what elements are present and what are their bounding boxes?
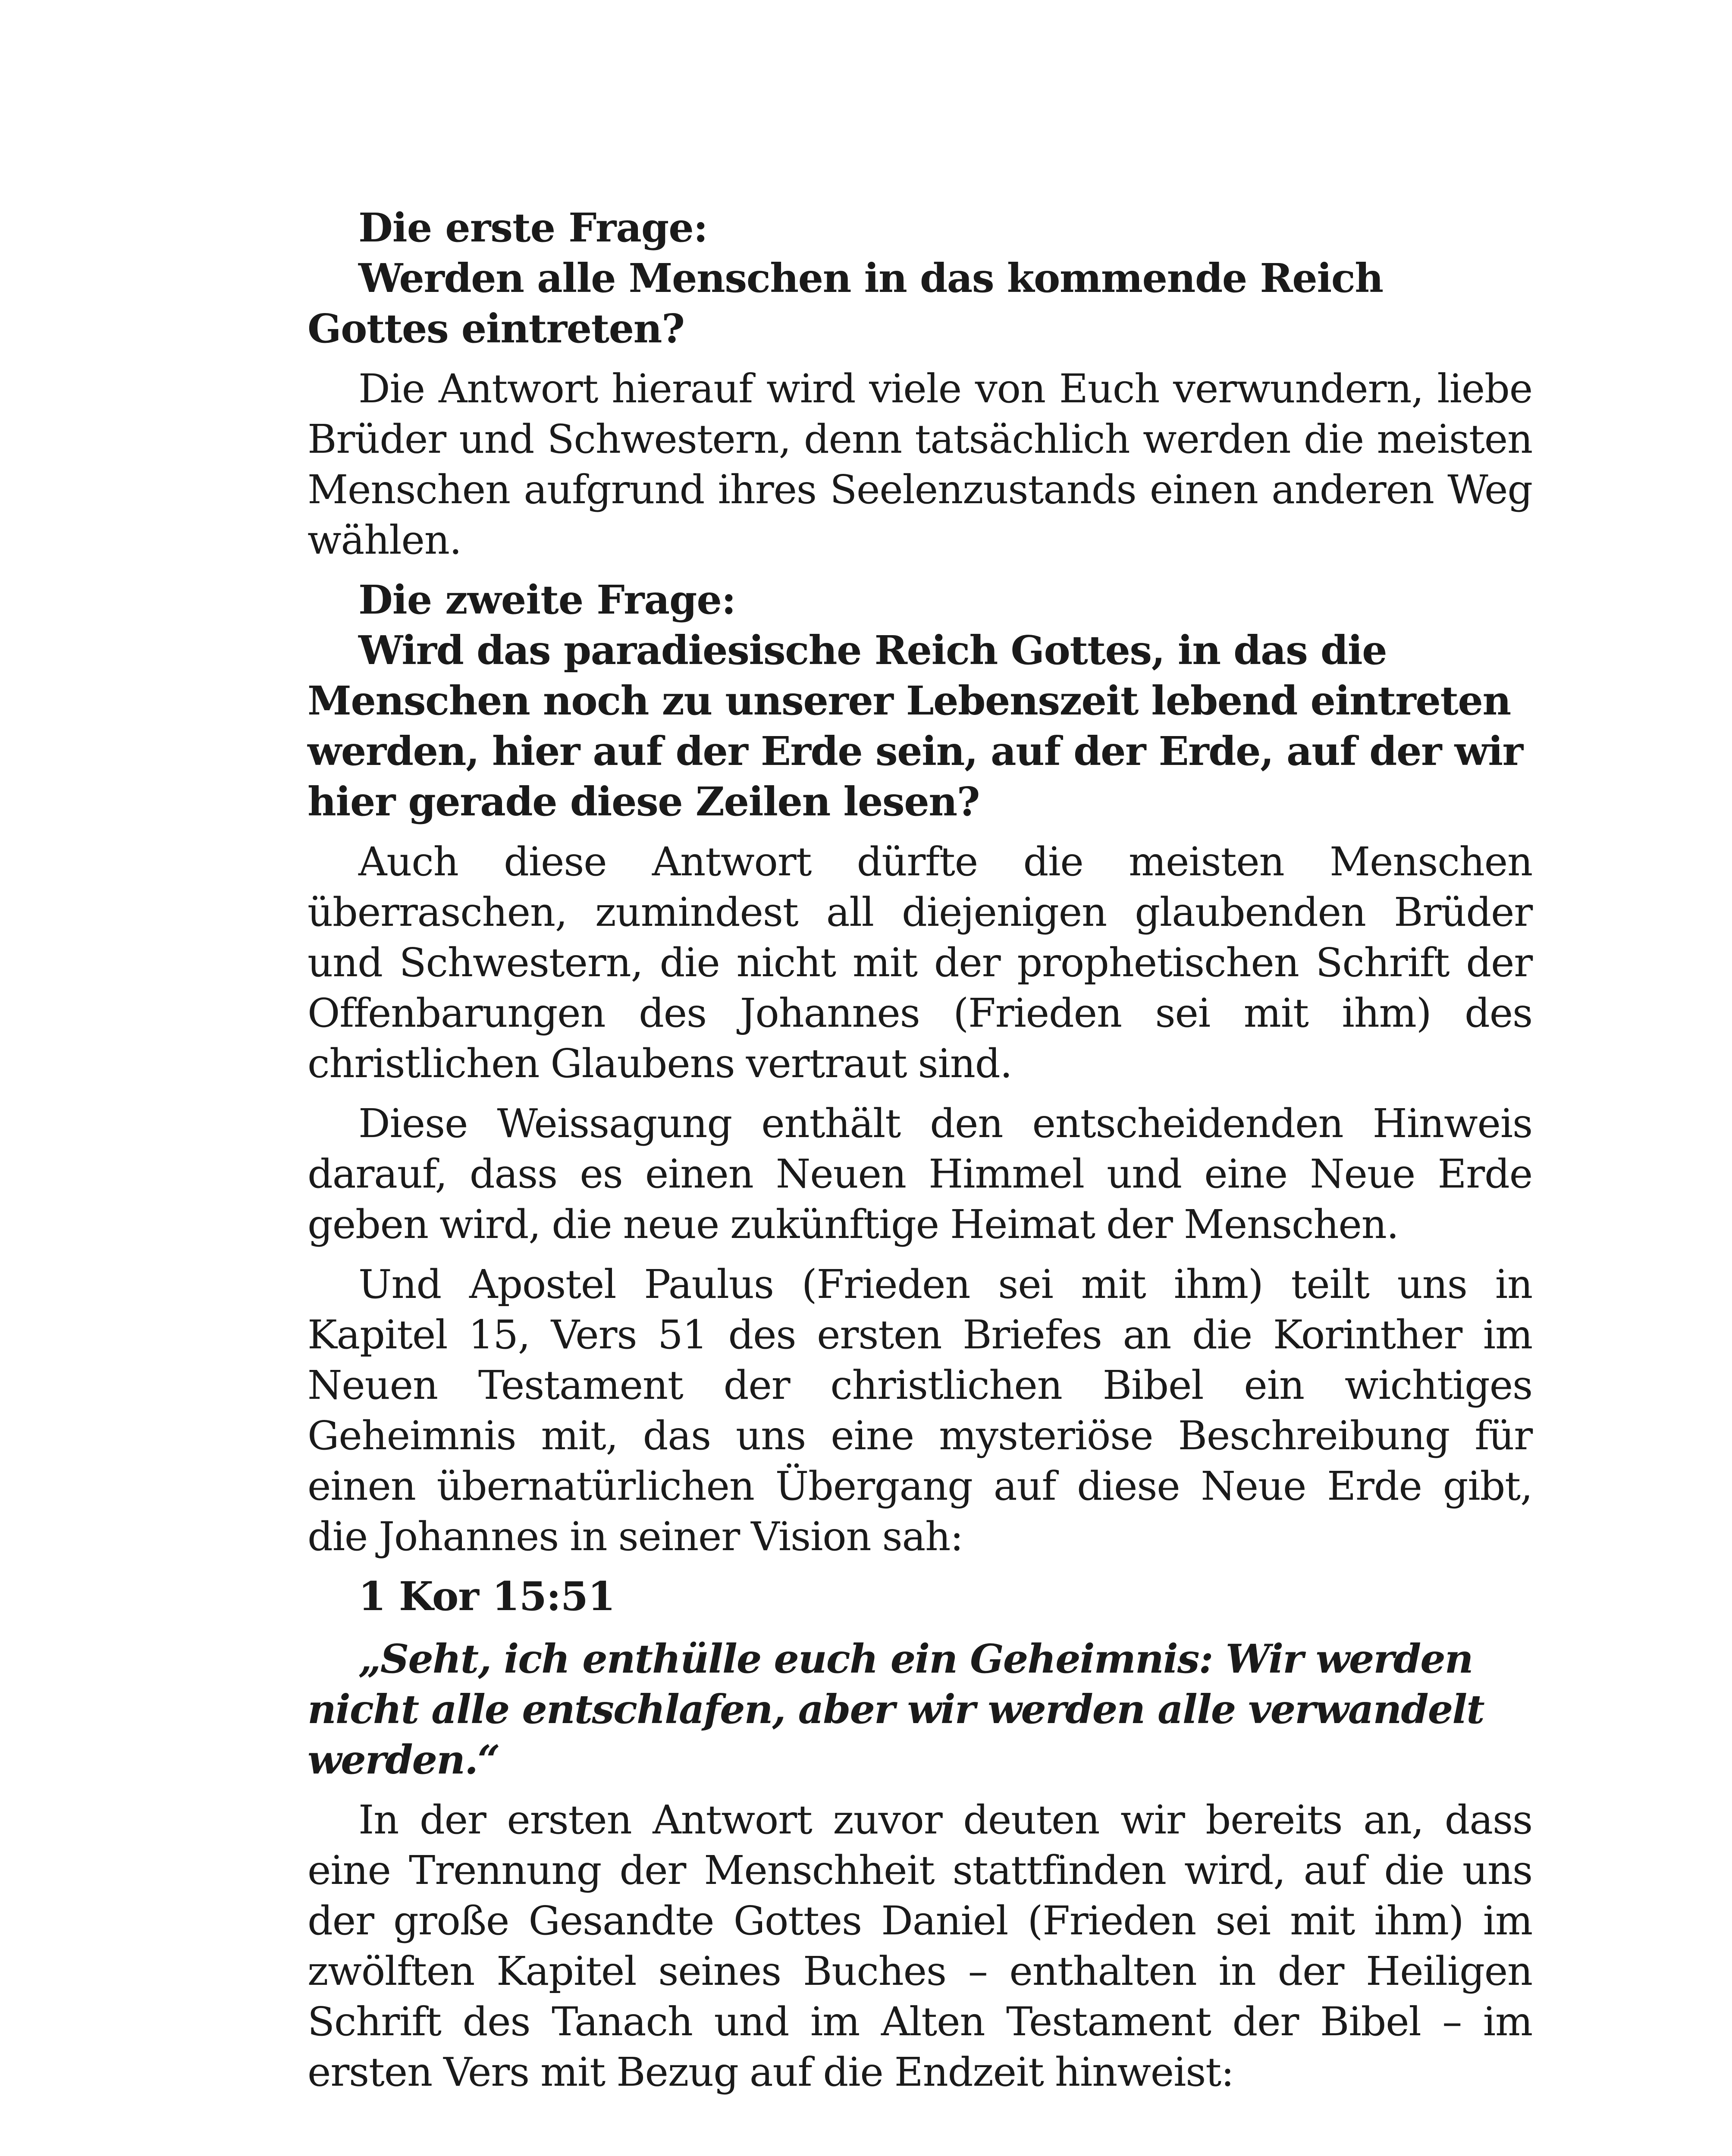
paragraph-daniel: In der ersten Antwort zuvor deuten wir bereits an, dass eine Trennung der Menschheit stattfinden wird, auf die uns der große Gesandte Gottes Daniel (Frieden sei mit ihm) im zwölften Kapitel seines Buches – enthalten in der Heiligen Schrift des Tanach und im Alten Testament der Bibel – im ersten Vers mit Bezug auf die Endzeit hinweist:	[307, 1797, 1532, 2095]
bible-quote: „Seht, ich enthülle euch ein Geheimnis: Wir werden nicht alle entschlafen, aber wir werden alle verwandelt werden.“	[307, 1636, 1484, 1783]
first-question-text: Werden alle Menschen in das kommende Reich Gottes eintreten?	[307, 255, 1383, 352]
second-question-label: Die zweite Frage:	[358, 577, 736, 623]
second-question-text: Wird das paradiesische Reich Gottes, in das die Menschen noch zu unserer Lebenszeit lebend eintreten werden, hier auf der Erde sein, auf der Erde, auf der wir hier gerade diese Zeilen lesen?	[307, 627, 1523, 825]
first-question-label: Die erste Frage:	[358, 204, 708, 251]
bible-reference: 1 Kor 15:51	[358, 1573, 615, 1620]
paragraph-first-answer: Die Antwort hierauf wird viele von Euch verwundern, liebe Brüder und Schwestern, denn tatsächlich werden die meisten Menschen aufgrund ihres Seelenzustands einen anderen Weg wählen.	[307, 366, 1532, 563]
first-question	[307, 203, 1532, 354]
paragraph-paulus: Und Apostel Paulus (Frieden sei mit ihm) teilt uns in Kapitel 15, Vers 51 des ersten Briefes an die Korinther im Neuen Testament der christlichen Bibel ein wichtiges Geheimnis mit, das uns eine mysteriöse Beschreibung für einen übernatürlichen Übergang auf diese Neue Erde gibt, die Johannes in seiner Vision sah:	[307, 1261, 1532, 1560]
paragraph-prophecy: Diese Weissagung enthält den entscheidenden Hinweis darauf, dass es einen Neuen Himmel und eine Neue Erde geben wird, die neue zukünftige Heimat der Menschen.	[307, 1100, 1532, 1247]
page-content	[307, 203, 1532, 2107]
paragraph-second-answer: Auch diese Antwort dürfte die meisten Menschen überraschen, zumindest all diejenigen glaubenden Brüder und Schwestern, die nicht mit der prophetischen Schrift der Offenbarungen des Johannes (Frieden sei mit ihm) des christlichen Glaubens vertraut sind.	[307, 839, 1532, 1087]
second-question	[307, 575, 1532, 827]
